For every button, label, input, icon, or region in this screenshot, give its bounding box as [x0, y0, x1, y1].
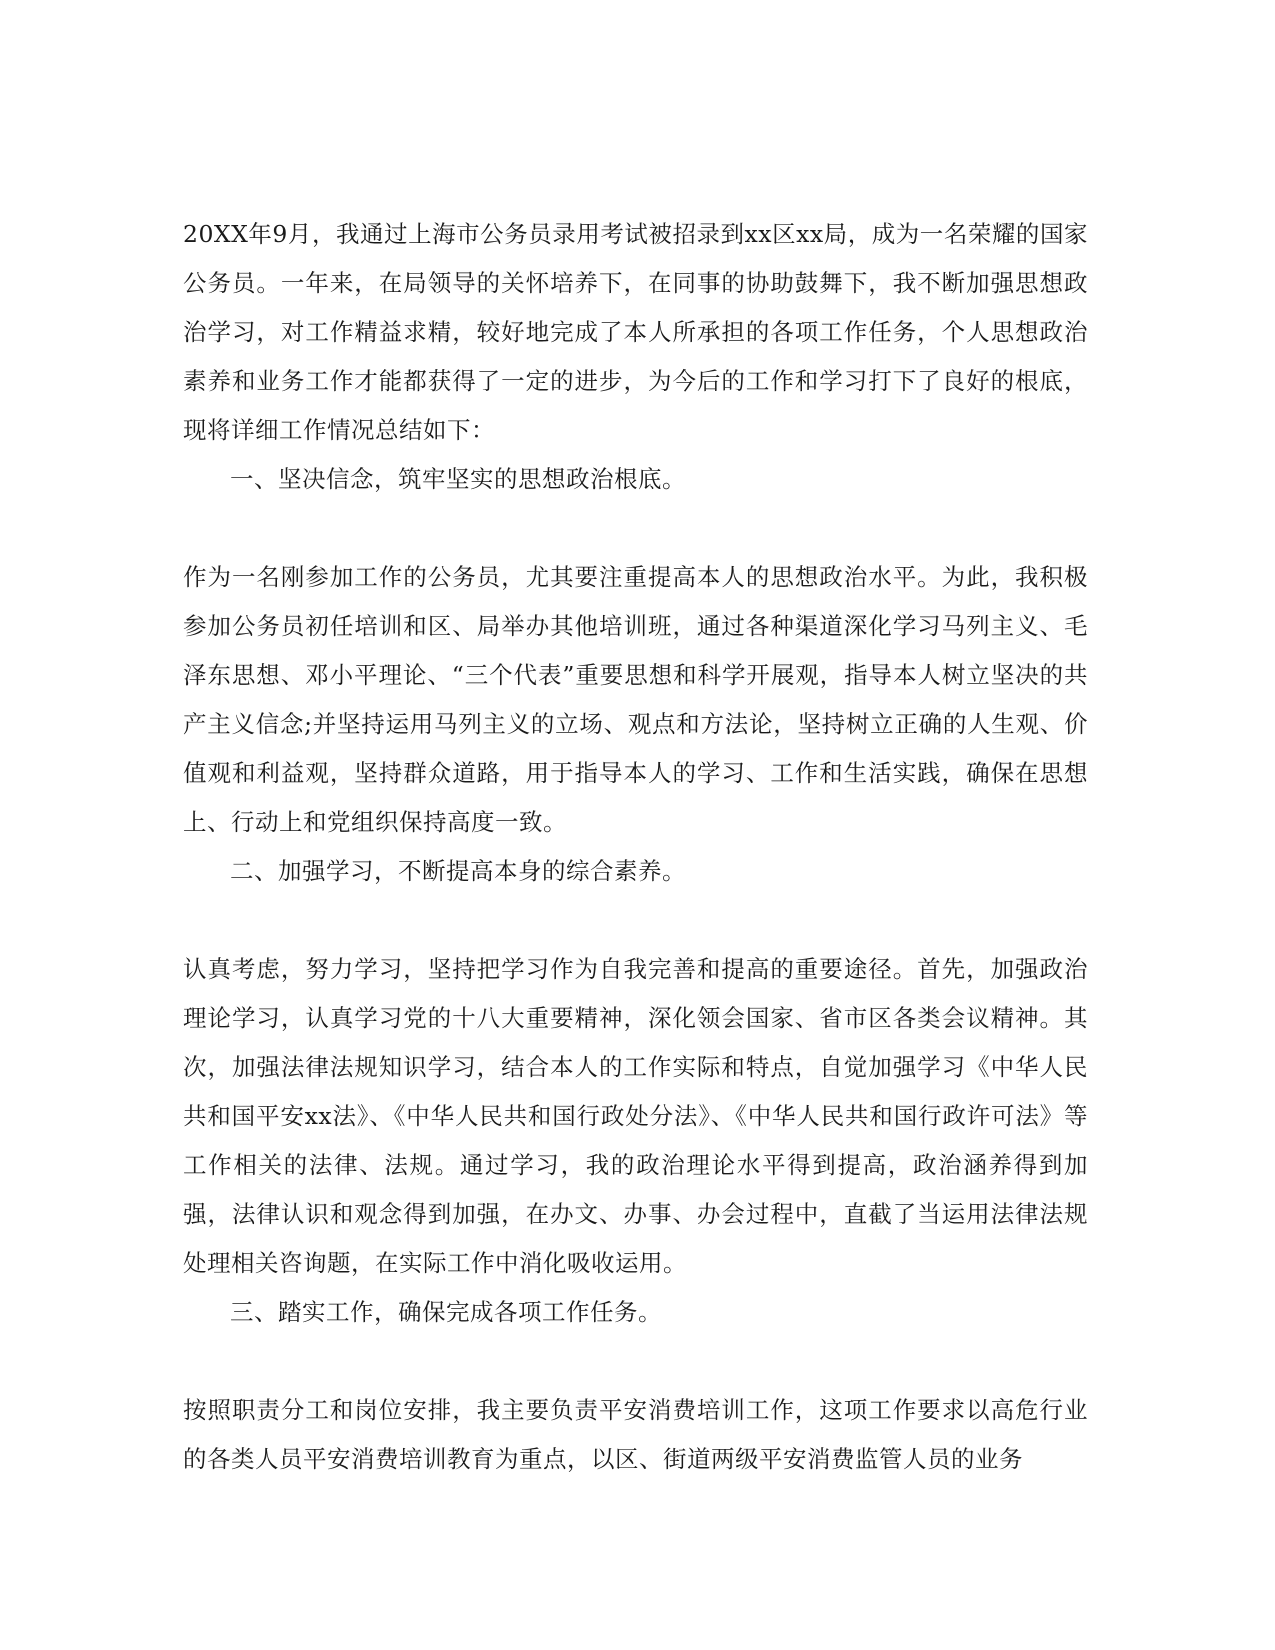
paragraph-section-1: 作为一名刚参加工作的公务员，尤其要注重提高本人的思想政治水平。为此，我积极参加公务员初任培训和区、局举办其他培训班，通过各种渠道深化学习马列主义、毛泽东思想、邓小平理论、“三个代表”重要思想和科学开展观，指导本人树立坚决的共产主义信念;并坚持运用马列主义的立场、观点和方法论，坚持树立正确的人生观、价值观和利益观，坚持群众道路，用于指导本人的学习、工作和生活实践，确保在思想上、行动上和党组织保持高度一致。	[183, 563, 1088, 836]
paragraph-intro: 20XX年9月，我通过上海市公务员录用考试被招录到xx区xx局，成为一名荣耀的国家公务员。一年来，在局领导的关怀培养下，在同事的协助鼓舞下，我不断加强思想政治学习，对工作精益求精，较好地完成了本人所承担的各项工作任务，个人思想政治素养和业务工作才能都获得了一定的进步，为今后的工作和学习打下了良好的根底，现将详细工作情况总结如下：	[183, 220, 1088, 444]
document-body	[183, 210, 1088, 1484]
section-heading-3: 三、踏实工作，确保完成各项工作任务。	[230, 1298, 662, 1326]
section-heading-1: 一、坚决信念，筑牢坚实的思想政治根底。	[230, 465, 686, 493]
section-heading-2: 二、加强学习，不断提高本身的综合素养。	[230, 857, 686, 885]
paragraph-section-2: 认真考虑，努力学习，坚持把学习作为自我完善和提高的重要途径。首先，加强政治理论学习，认真学习党的十八大重要精神，深化领会国家、省市区各类会议精神。其次，加强法律法规知识学习，结合本人的工作实际和特点，自觉加强学习《中华人民共和国平安xx法》、《中华人民共和国行政处分法》、《中华人民共和国行政许可法》等工作相关的法律、法规。通过学习，我的政治理论水平得到提高，政治涵养得到加强，法律认识和观念得到加强，在办文、办事、办会过程中，直截了当运用法律法规处理相关咨询题，在实际工作中消化吸收运用。	[183, 955, 1088, 1277]
paragraph-section-3: 按照职责分工和岗位安排，我主要负责平安消费培训工作，这项工作要求以高危行业的各类人员平安消费培训教育为重点，以区、街道两级平安消费监管人员的业务	[183, 1396, 1088, 1473]
